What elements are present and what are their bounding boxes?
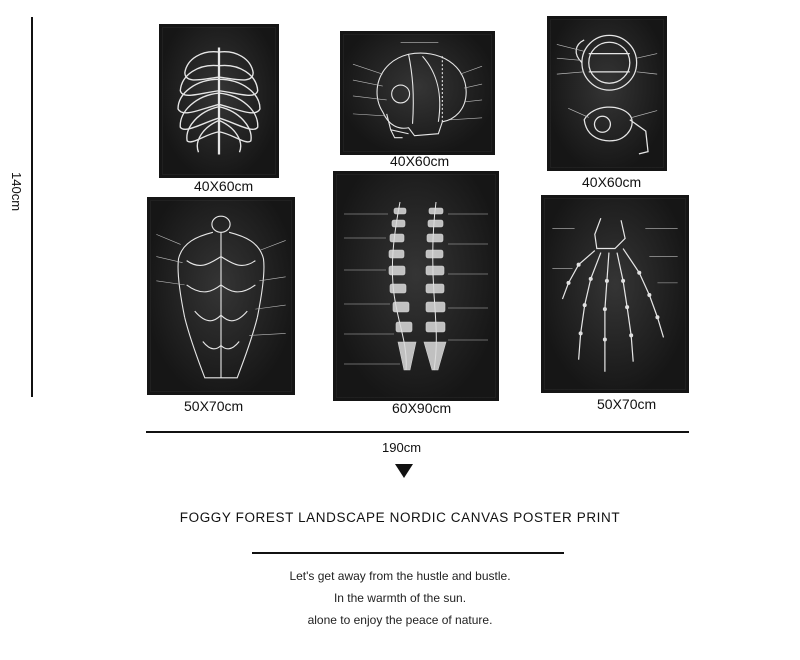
down-arrow-icon xyxy=(395,464,413,478)
tagline-line-1: Let's get away from the hustle and bustle. xyxy=(289,569,511,583)
size-label-eye: 40X60cm xyxy=(582,174,642,190)
height-dimension-line xyxy=(31,17,33,397)
poster-skull[interactable] xyxy=(340,31,495,155)
title-divider xyxy=(252,552,564,554)
width-label: 190cm xyxy=(382,440,422,455)
size-label-skull: 40X60cm xyxy=(390,153,450,169)
height-label: 140cm xyxy=(9,172,24,212)
size-label-hand: 50X70cm xyxy=(597,396,657,412)
eye-illustration xyxy=(550,19,664,168)
size-label-ribcage: 40X60cm xyxy=(194,178,254,194)
spine-illustration xyxy=(336,174,496,398)
size-label-spine: 60X90cm xyxy=(392,400,452,416)
width-dimension-line xyxy=(146,431,689,433)
poster-eye[interactable] xyxy=(547,16,667,171)
size-label-back-muscles: 50X70cm xyxy=(184,398,244,414)
poster-ribcage[interactable] xyxy=(159,24,279,178)
poster-spine[interactable] xyxy=(333,171,499,401)
product-title: FOGGY FOREST LANDSCAPE NORDIC CANVAS POSTER PRINT xyxy=(179,510,621,525)
tagline-line-3: alone to enjoy the peace of nature. xyxy=(307,613,493,627)
back-muscles-illustration xyxy=(150,200,292,392)
ribcage-illustration xyxy=(162,27,276,175)
skull-illustration xyxy=(343,34,492,152)
tagline-line-2: In the warmth of the sun. xyxy=(333,591,467,605)
poster-hand[interactable] xyxy=(541,195,689,393)
poster-back-muscles[interactable] xyxy=(147,197,295,395)
hand-illustration xyxy=(544,198,686,390)
